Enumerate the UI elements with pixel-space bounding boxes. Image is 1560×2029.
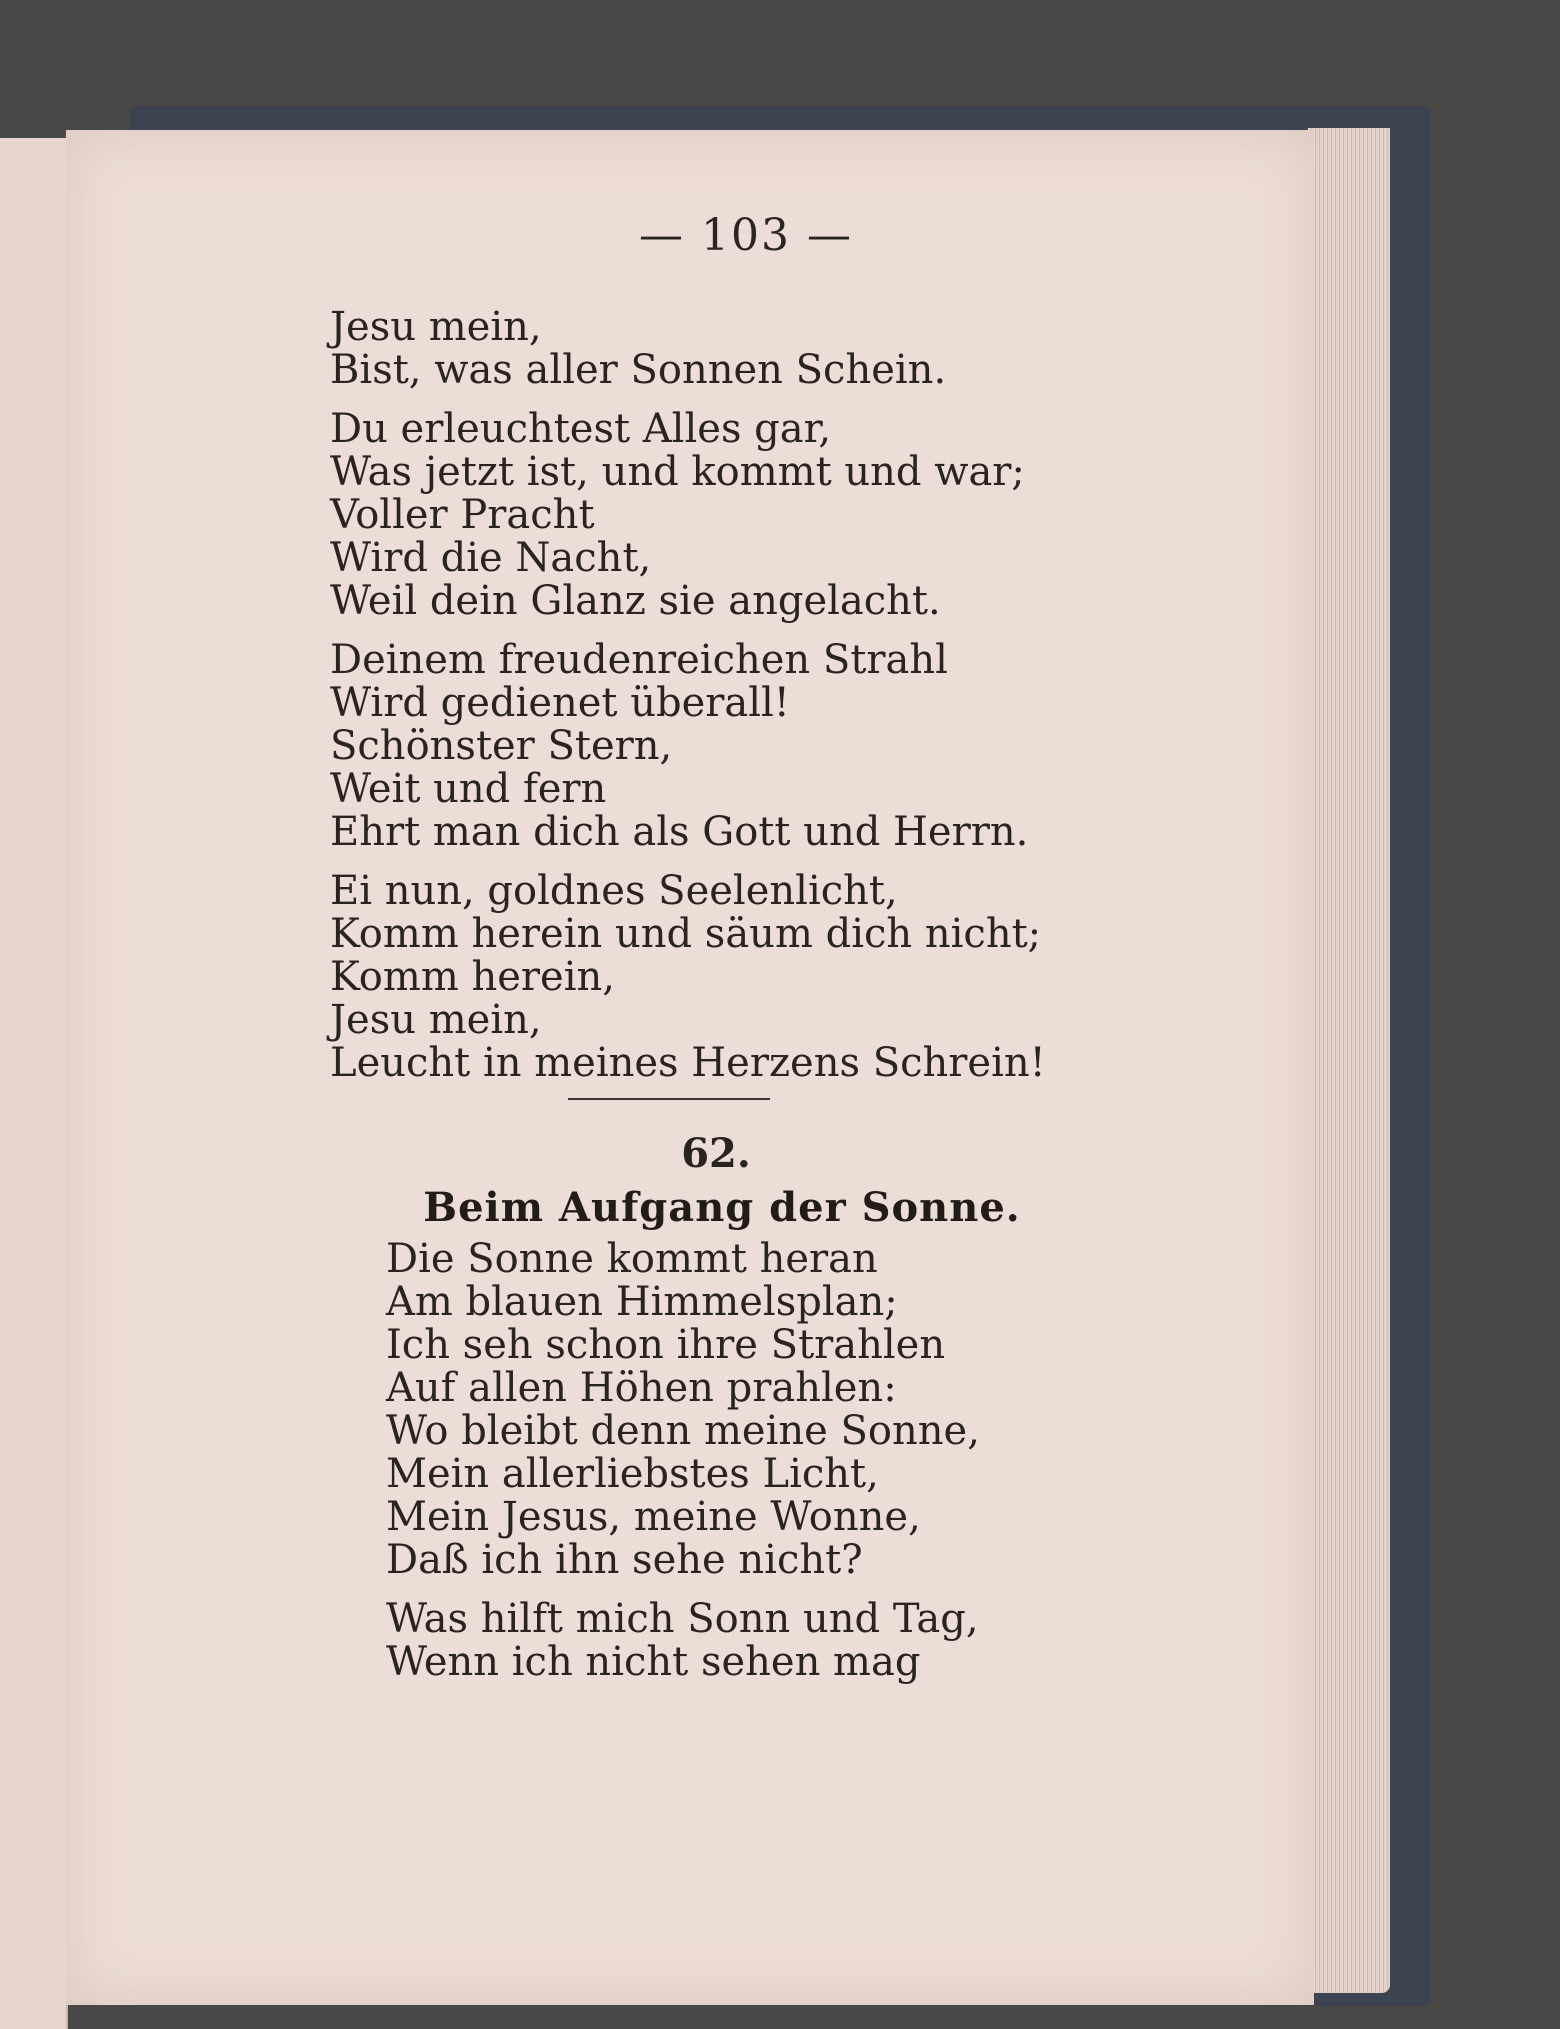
verse-block-top (330, 306, 1046, 1101)
verse-line: Voller Pracht (330, 492, 595, 538)
verse-line: Wo bleibt denn meine Sonne, (386, 1408, 980, 1454)
verse-line: Wird die Nacht, (330, 535, 652, 581)
page-edges (1308, 128, 1390, 1993)
verse-line: Weit und fern (330, 766, 607, 812)
hymn-verse-block (386, 1238, 980, 1700)
verse-line: Daß ich ihn sehe nicht? (386, 1537, 863, 1583)
verse-line: Mein Jesus, meine Wonne, (386, 1494, 921, 1540)
verse-line: Wenn ich nicht sehen mag (386, 1639, 921, 1685)
book-page (66, 130, 1314, 2005)
verse-line: Komm herein und säum dich nicht; (330, 911, 1042, 957)
stanza (386, 1598, 980, 1684)
previous-page-edge (0, 138, 68, 2029)
verse-line: Du erleuchtest Alles gar, (330, 406, 832, 452)
stanza (330, 639, 1046, 854)
stanza (330, 870, 1046, 1085)
page-number: — 103 — (639, 210, 853, 261)
stanza (330, 408, 1046, 623)
hymn-number: 62. (681, 1130, 751, 1177)
verse-line: Leucht in meines Herzens Schrein! (330, 1040, 1046, 1086)
verse-line: Die Sonne kommt heran (386, 1236, 878, 1282)
verse-line: Mein allerliebstes Licht, (386, 1451, 879, 1497)
verse-line: Weil dein Glanz sie angelacht. (330, 578, 941, 624)
verse-line: Komm herein, (330, 954, 615, 1000)
verse-line: Jesu mein, (330, 997, 542, 1043)
hymn-title: Beim Aufgang der Sonne. (423, 1184, 1021, 1231)
verse-line: Was hilft mich Sonn und Tag, (386, 1596, 979, 1642)
stanza (330, 306, 1046, 392)
section-divider (568, 1098, 770, 1100)
verse-line: Was jetzt ist, und kommt und war; (330, 449, 1025, 495)
verse-line: Wird gedienet überall! (330, 680, 790, 726)
verse-line: Ei nun, goldnes Seelenlicht, (330, 868, 898, 914)
verse-line: Ich seh schon ihre Strahlen (386, 1322, 946, 1368)
verse-line: Schönster Stern, (330, 723, 673, 769)
stanza (386, 1238, 980, 1582)
verse-line: Deinem freudenreichen Strahl (330, 637, 948, 683)
verse-line: Am blauen Himmelsplan; (386, 1279, 898, 1325)
verse-line: Bist, was aller Sonnen Schein. (330, 347, 947, 393)
verse-line: Jesu mein, (330, 304, 542, 350)
verse-line: Ehrt man dich als Gott und Herrn. (330, 809, 1029, 855)
verse-line: Auf allen Höhen prahlen: (386, 1365, 897, 1411)
